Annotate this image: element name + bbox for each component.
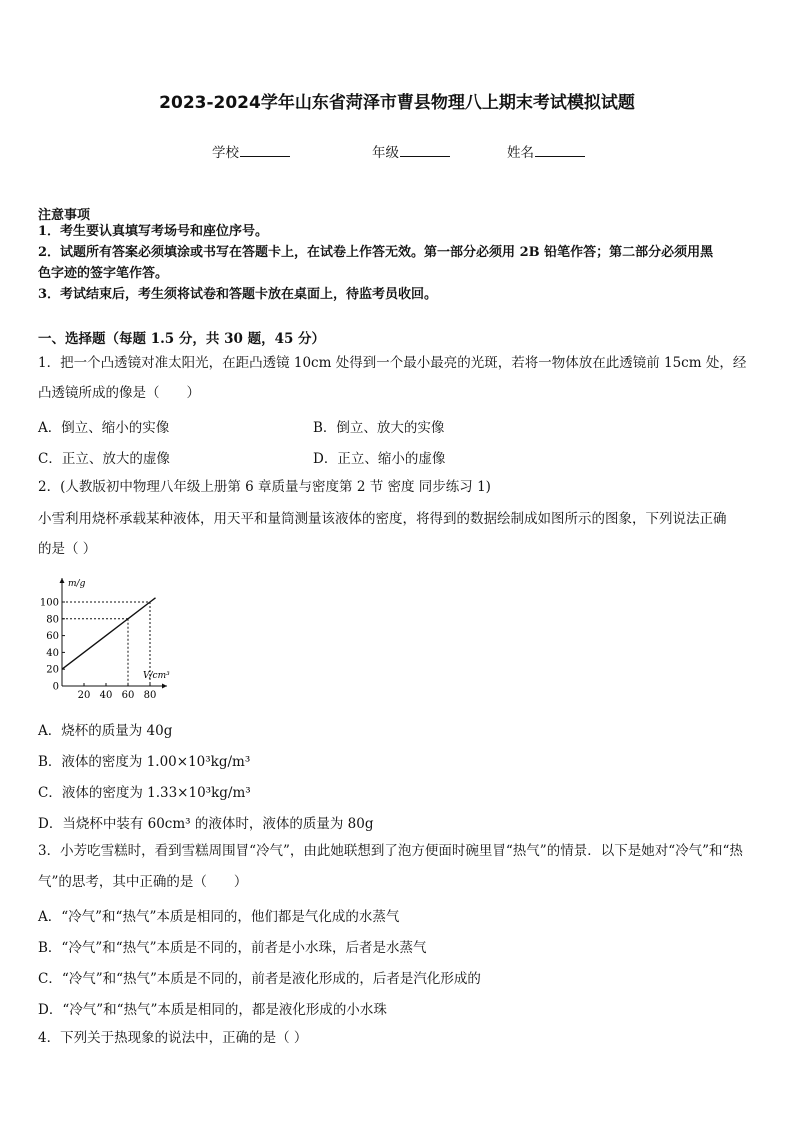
q2-option-c[interactable]: C．液体的密度为 1.33×10³kg/m³ bbox=[38, 785, 251, 801]
q1-option-d[interactable]: D．正立、缩小的虚像 bbox=[313, 451, 446, 467]
q1-stem-line2: 凸透镜所成的像是（ ） bbox=[38, 385, 200, 401]
school-blank[interactable] bbox=[240, 144, 290, 157]
q1-option-a[interactable]: A．倒立、缩小的实像 bbox=[38, 420, 170, 436]
q2-stem-line1: 小雪利用烧杯承载某种液体，用天平和量筒测量该液体的密度，将得到的数据绘制成如图所示的图象，下列说法正确 bbox=[38, 511, 727, 527]
x-tick-label: 80 bbox=[143, 690, 157, 701]
y-tick-label: 100 bbox=[39, 597, 59, 609]
q1-option-c[interactable]: C．正立、放大的虚像 bbox=[38, 451, 170, 467]
y-axis-label: m/g bbox=[68, 579, 86, 589]
q3-option-d[interactable]: D．“冷气”和“热气”本质是相同的，都是液化形成的小水珠 bbox=[38, 1002, 387, 1018]
q3-option-c[interactable]: C．“冷气”和“热气”本质是不同的，前者是液化形成的，后者是汽化形成的 bbox=[38, 971, 481, 987]
q3-option-b[interactable]: B．“冷气”和“热气”本质是不同的，前者是小水珠，后者是水蒸气 bbox=[38, 940, 427, 956]
page-title: 2023-2024学年山东省菏泽市曹县物理八上期末考试模拟试题 bbox=[159, 93, 635, 113]
y-tick-label: 40 bbox=[46, 647, 59, 659]
x-tick-label: 40 bbox=[99, 690, 113, 701]
school-field bbox=[212, 141, 290, 161]
name-field bbox=[507, 141, 585, 161]
note-2: 2．试题所有答案必须填涂或书写在答题卡上，在试卷上作答无效。第一部分必须用 2B 铅笔作答；第二部分必须用黑 bbox=[38, 245, 714, 260]
y-tick-label: 60 bbox=[46, 631, 59, 643]
note-1: 1．考生要认真填写考场号和座位序号。 bbox=[38, 224, 269, 239]
y-axis-arrow bbox=[60, 578, 65, 583]
q3-option-a[interactable]: A．“冷气”和“热气”本质是相同的，他们都是气化成的水蒸气 bbox=[38, 909, 400, 925]
x-axis-arrow bbox=[162, 684, 167, 689]
note-3: 3．考试结束后，考生须将试卷和答题卡放在桌面上，待监考员收回。 bbox=[38, 287, 438, 302]
name-label: 姓名 bbox=[507, 145, 534, 161]
q2-option-b[interactable]: B．液体的密度为 1.00×10³kg/m³ bbox=[38, 754, 251, 770]
y-tick-label: 80 bbox=[46, 614, 59, 626]
q1-stem-line1: 1．把一个凸透镜对准太阳光，在距凸透镜 10cm 处得到一个最小最亮的光斑，若将一物体放在此透镜前 15cm 处，经 bbox=[38, 355, 747, 371]
q2-mass-volume-chart bbox=[32, 574, 172, 704]
q3-stem-line2: 气”的思考，其中正确的是（ ） bbox=[38, 874, 248, 890]
q3-stem-line1: 3．小芳吃雪糕时，看到雪糕周围冒“冷气”，由此她联想到了泡方便面时碗里冒“热气”的情景．以下是她对“冷气”和“热 bbox=[38, 843, 743, 859]
q2-source: 2．(人教版初中物理八年级上册第 6 章质量与密度第 2 节 密度 同步练习 1) bbox=[38, 479, 491, 495]
y-tick-label: 0 bbox=[52, 681, 59, 693]
school-label: 学校 bbox=[212, 145, 239, 161]
name-blank[interactable] bbox=[535, 144, 585, 157]
grade-label: 年级 bbox=[372, 145, 399, 161]
q4-stem: 4．下列关于热现象的说法中，正确的是（ ） bbox=[38, 1030, 308, 1046]
q2-option-a[interactable]: A．烧杯的质量为 40g bbox=[38, 723, 173, 739]
q2-option-d[interactable]: D．当烧杯中装有 60cm³ 的液体时，液体的质量为 80g bbox=[38, 816, 374, 832]
mass-volume-line bbox=[62, 598, 156, 669]
section-heading: 一、选择题（每题 1.5 分，共 30 题，45 分） bbox=[38, 331, 326, 347]
y-tick-label: 20 bbox=[46, 664, 59, 676]
grade-blank[interactable] bbox=[400, 144, 450, 157]
grade-field bbox=[372, 141, 450, 161]
x-tick-label: 20 bbox=[77, 690, 91, 701]
q1-option-b[interactable]: B．倒立、放大的实像 bbox=[313, 420, 445, 436]
x-tick-label: 60 bbox=[121, 690, 135, 701]
x-axis-label: V/cm³ bbox=[143, 671, 170, 681]
note-2-cont: 色字迹的签字笔作答。 bbox=[38, 266, 169, 281]
q2-stem-line2: 的是（ ） bbox=[38, 541, 97, 557]
notes-heading: 注意事项 bbox=[38, 208, 91, 223]
